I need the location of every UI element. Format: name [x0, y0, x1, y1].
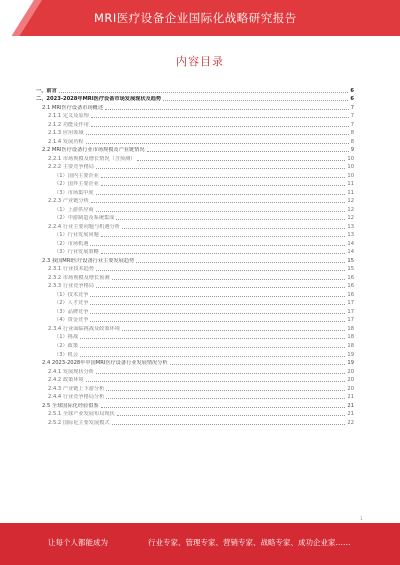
- toc-leader-dots: [90, 321, 345, 322]
- toc-leader-dots: [90, 245, 345, 246]
- toc-entry-page: 18: [347, 325, 354, 332]
- toc-entry-label: （2）国外主要企业: [54, 181, 99, 188]
- toc-entry-label: 2.1.4 发展历程: [48, 138, 84, 145]
- toc-heading: 内容目录: [176, 55, 224, 68]
- toc-leader-dots: [101, 177, 346, 178]
- toc-entry-page: 12: [347, 206, 354, 213]
- toc-entry[interactable]: [36, 137, 354, 146]
- toc-entry-page: 15: [347, 266, 354, 273]
- report-title: MRI医疗设备企业国际化战略研究报告: [94, 11, 297, 25]
- toc-entry-page: 16: [347, 291, 354, 298]
- toc-entry[interactable]: [36, 316, 354, 325]
- toc-leader-dots: [170, 364, 346, 365]
- toc-leader-dots: [90, 304, 345, 305]
- toc-entry-label: 2.5.2 国际化主要发展模式: [48, 419, 110, 426]
- toc-entry[interactable]: [36, 231, 354, 240]
- toc-entry-label: 2.2.1 市场规模及增长情况（含预测）: [48, 155, 136, 162]
- toc-entry-page: 17: [347, 317, 354, 324]
- toc-entry[interactable]: [36, 299, 354, 308]
- toc-entry-label: 2.2.4 行业主要问题与机遇分析: [48, 223, 120, 230]
- toc-leader-dots: [90, 296, 345, 297]
- toc-leader-dots: [136, 262, 345, 263]
- toc-entry[interactable]: [36, 188, 354, 197]
- toc-entry-page: 16: [347, 274, 354, 281]
- toc-entry[interactable]: [36, 359, 354, 368]
- toc-entry[interactable]: [36, 222, 354, 231]
- toc-entry-label: （2）市场机遇: [54, 240, 89, 247]
- toc-entry-page: 7: [350, 113, 354, 120]
- toc-entry[interactable]: [36, 307, 354, 316]
- toc-entry[interactable]: [36, 324, 354, 333]
- toc-entry-page: 21: [347, 411, 354, 418]
- toc-entry-page: 17: [347, 308, 354, 315]
- toc-entry-label: （1）挑战: [54, 334, 79, 341]
- toc-entry-page: 20: [347, 377, 354, 384]
- toc-entry[interactable]: [36, 120, 354, 129]
- toc-leader-dots: [137, 160, 345, 161]
- toc-entry-label: 2.5 全球国际化经验借鉴: [42, 402, 99, 409]
- toc-entry[interactable]: [36, 393, 354, 402]
- toc-entry[interactable]: [36, 180, 354, 189]
- toc-entry-label: 2.3.1 行业技术趋势: [48, 266, 94, 273]
- toc-entry-label: 2.4 2023-2028年中国MRI医疗设备行业发展情况分析: [42, 360, 168, 367]
- toc-leader-dots: [80, 338, 345, 339]
- toc-entry-page: 19: [347, 360, 354, 367]
- toc-entry-label: （3）机会: [54, 351, 79, 358]
- toc-entry-label: （3）市场集中度: [54, 189, 94, 196]
- toc-leader-dots: [122, 228, 345, 229]
- toc-entry-label: （2）政策: [54, 342, 79, 349]
- toc-entry[interactable]: [36, 367, 354, 376]
- toc-entry[interactable]: [36, 103, 354, 112]
- toc-entry-page: 8: [350, 130, 354, 137]
- toc-entry-label: 2.1.3 应用领域: [48, 130, 84, 137]
- toc-entry-label: （1）上游供应商: [54, 206, 94, 213]
- toc-entry-label: 2.5.1 全球产业发展布局现状: [48, 411, 115, 418]
- toc-leader-dots: [106, 398, 345, 399]
- toc-entry[interactable]: [36, 290, 354, 299]
- toc-entry-page: 10: [347, 155, 354, 162]
- footer-slogan-left: 让每个人都能成为: [48, 538, 108, 547]
- toc-entry-label: 2.1.2 功能及作用: [48, 121, 89, 128]
- footer-banner: [0, 523, 400, 565]
- toc-entry[interactable]: [36, 282, 354, 291]
- toc-entry-page: 7: [350, 104, 354, 111]
- toc-leader-dots: [86, 143, 349, 144]
- toc-entry-page: 7: [350, 121, 354, 128]
- toc-entry[interactable]: [36, 265, 354, 274]
- toc-leader-dots: [86, 134, 349, 135]
- toc-entry-page: 6: [350, 96, 354, 103]
- header-banner: [0, 0, 400, 36]
- toc-leader-dots: [112, 424, 346, 425]
- toc-entry[interactable]: [36, 401, 354, 410]
- toc-entry[interactable]: [36, 333, 354, 342]
- toc-leader-dots: [101, 407, 346, 408]
- toc-entry-label: 2.1.1 定义及原理: [48, 113, 89, 120]
- toc-entry-page: 14: [347, 240, 354, 247]
- toc-leader-dots: [90, 313, 345, 314]
- toc-entry[interactable]: [36, 171, 354, 180]
- toc-leader-dots: [96, 270, 345, 271]
- toc-leader-dots: [91, 126, 349, 127]
- toc-entry-page: 14: [347, 249, 354, 256]
- toc-entry-page: 22: [347, 419, 354, 426]
- toc-entry-label: 2.3.2 市场规模及增长预测: [48, 274, 110, 281]
- toc-entry[interactable]: [36, 205, 354, 214]
- toc-entry-label: 2.1 MRI医疗设备市场概述: [42, 104, 104, 111]
- toc-entry[interactable]: [36, 86, 354, 95]
- toc-entry-page: 19: [347, 351, 354, 358]
- toc-entry[interactable]: [36, 256, 354, 265]
- toc-entry-label: 2.3.3 行业竞争格局: [48, 283, 94, 290]
- toc-entry-label: （4）资金竞争: [54, 317, 89, 324]
- toc-entry[interactable]: [36, 273, 354, 282]
- toc-entry-label: （2）中游制造及系统集成: [54, 215, 115, 222]
- toc-entry-label: （1）技术竞争: [54, 291, 89, 298]
- toc-entry-label: 一、前言: [36, 87, 57, 94]
- toc-entry-page: 11: [347, 181, 354, 188]
- toc-entry-page: 8: [350, 138, 354, 145]
- toc-entry-label: （1）行业发展问题: [54, 232, 99, 239]
- toc-entry-label: 2.4.2 政策环境: [48, 377, 84, 384]
- toc-entry[interactable]: [36, 410, 354, 419]
- toc-leader-dots: [96, 168, 345, 169]
- toc-entry-page: 10: [347, 172, 354, 179]
- toc-entry-page: 20: [347, 368, 354, 375]
- toc-leader-dots: [106, 390, 345, 391]
- toc-entry-label: 2.4.4 行业竞争格局分析: [48, 394, 105, 401]
- toc-leader-dots: [86, 381, 346, 382]
- toc-leader-dots: [101, 185, 346, 186]
- toc-entry-label: 2.2.2 主要竞争格局: [48, 164, 94, 171]
- table-of-contents: [36, 86, 354, 427]
- toc-entry-page: 13: [347, 232, 354, 239]
- toc-entry[interactable]: [36, 197, 354, 206]
- toc-leader-dots: [105, 109, 349, 110]
- page-number: 1: [360, 516, 363, 521]
- toc-leader-dots: [101, 236, 346, 237]
- toc-leader-dots: [101, 253, 346, 254]
- toc-entry-page: 6: [350, 87, 354, 94]
- toc-entry-label: （2）人才竞争: [54, 300, 89, 307]
- toc-entry[interactable]: [36, 129, 354, 138]
- toc-entry-label: 二、2023-2028年MRI医疗设备市场发展现状及趋势: [36, 96, 162, 103]
- toc-entry[interactable]: [36, 376, 354, 385]
- toc-leader-dots: [80, 356, 345, 357]
- toc-leader-dots: [116, 219, 345, 220]
- toc-leader-dots: [117, 415, 346, 416]
- toc-entry[interactable]: [36, 341, 354, 350]
- toc-entry-page: 10: [347, 164, 354, 171]
- toc-entry-label: （3）品牌竞争: [54, 308, 89, 315]
- toc-entry-page: 18: [347, 342, 354, 349]
- toc-entry[interactable]: [36, 112, 354, 121]
- toc-entry-label: 2.4.3 产业链上下游分析: [48, 385, 105, 392]
- toc-entry-page: 18: [347, 334, 354, 341]
- toc-entry-page: 16: [347, 283, 354, 290]
- toc-entry-label: （1）国内主要企业: [54, 172, 99, 179]
- toc-entry-label: 2.2.3 产业链分析: [48, 198, 89, 205]
- toc-entry[interactable]: [36, 214, 354, 223]
- toc-entry-page: 17: [347, 300, 354, 307]
- toc-entry[interactable]: [36, 154, 354, 163]
- toc-entry-label: （3）行业发展策略: [54, 249, 99, 256]
- toc-entry[interactable]: [36, 239, 354, 248]
- toc-entry[interactable]: [36, 248, 354, 257]
- toc-entry-page: 9: [350, 147, 354, 154]
- toc-leader-dots: [163, 100, 348, 101]
- toc-leader-dots: [147, 151, 349, 152]
- toc-leader-dots: [96, 211, 346, 212]
- toc-entry-page: 21: [347, 394, 354, 401]
- toc-leader-dots: [91, 202, 346, 203]
- toc-entry-page: 11: [347, 189, 354, 196]
- toc-entry[interactable]: [36, 384, 354, 393]
- footer-slogan-right: 行业专家、管理专家、营销专家、战略专家、成功企业家……: [148, 538, 351, 547]
- toc-entry[interactable]: [36, 350, 354, 359]
- toc-leader-dots: [91, 117, 349, 118]
- toc-entry-label: 2.4.1 发展现状分析: [48, 368, 94, 375]
- toc-entry-page: 12: [347, 215, 354, 222]
- toc-entry-label: 2.3 我国MRI医疗设备行业主要发展趋势: [42, 257, 135, 264]
- toc-entry[interactable]: [36, 146, 354, 155]
- toc-entry-page: 15: [347, 257, 354, 264]
- toc-entry-label: 2.3.4 行业面临挑战及政策环境: [48, 325, 120, 332]
- toc-entry[interactable]: [36, 163, 354, 172]
- toc-entry-page: 13: [347, 223, 354, 230]
- toc-leader-dots: [96, 287, 345, 288]
- toc-leader-dots: [59, 92, 349, 93]
- toc-leader-dots: [122, 330, 345, 331]
- toc-entry-page: 12: [347, 198, 354, 205]
- toc-leader-dots: [112, 279, 346, 280]
- toc-entry-page: 21: [347, 402, 354, 409]
- toc-entry[interactable]: [36, 418, 354, 427]
- toc-entry-page: 20: [347, 385, 354, 392]
- toc-leader-dots: [96, 194, 346, 195]
- toc-leader-dots: [96, 373, 345, 374]
- toc-entry[interactable]: [36, 95, 354, 104]
- toc-leader-dots: [80, 347, 345, 348]
- toc-entry-label: 2.2 MRI医疗设备行业市场规模及产业链情况: [42, 147, 145, 154]
